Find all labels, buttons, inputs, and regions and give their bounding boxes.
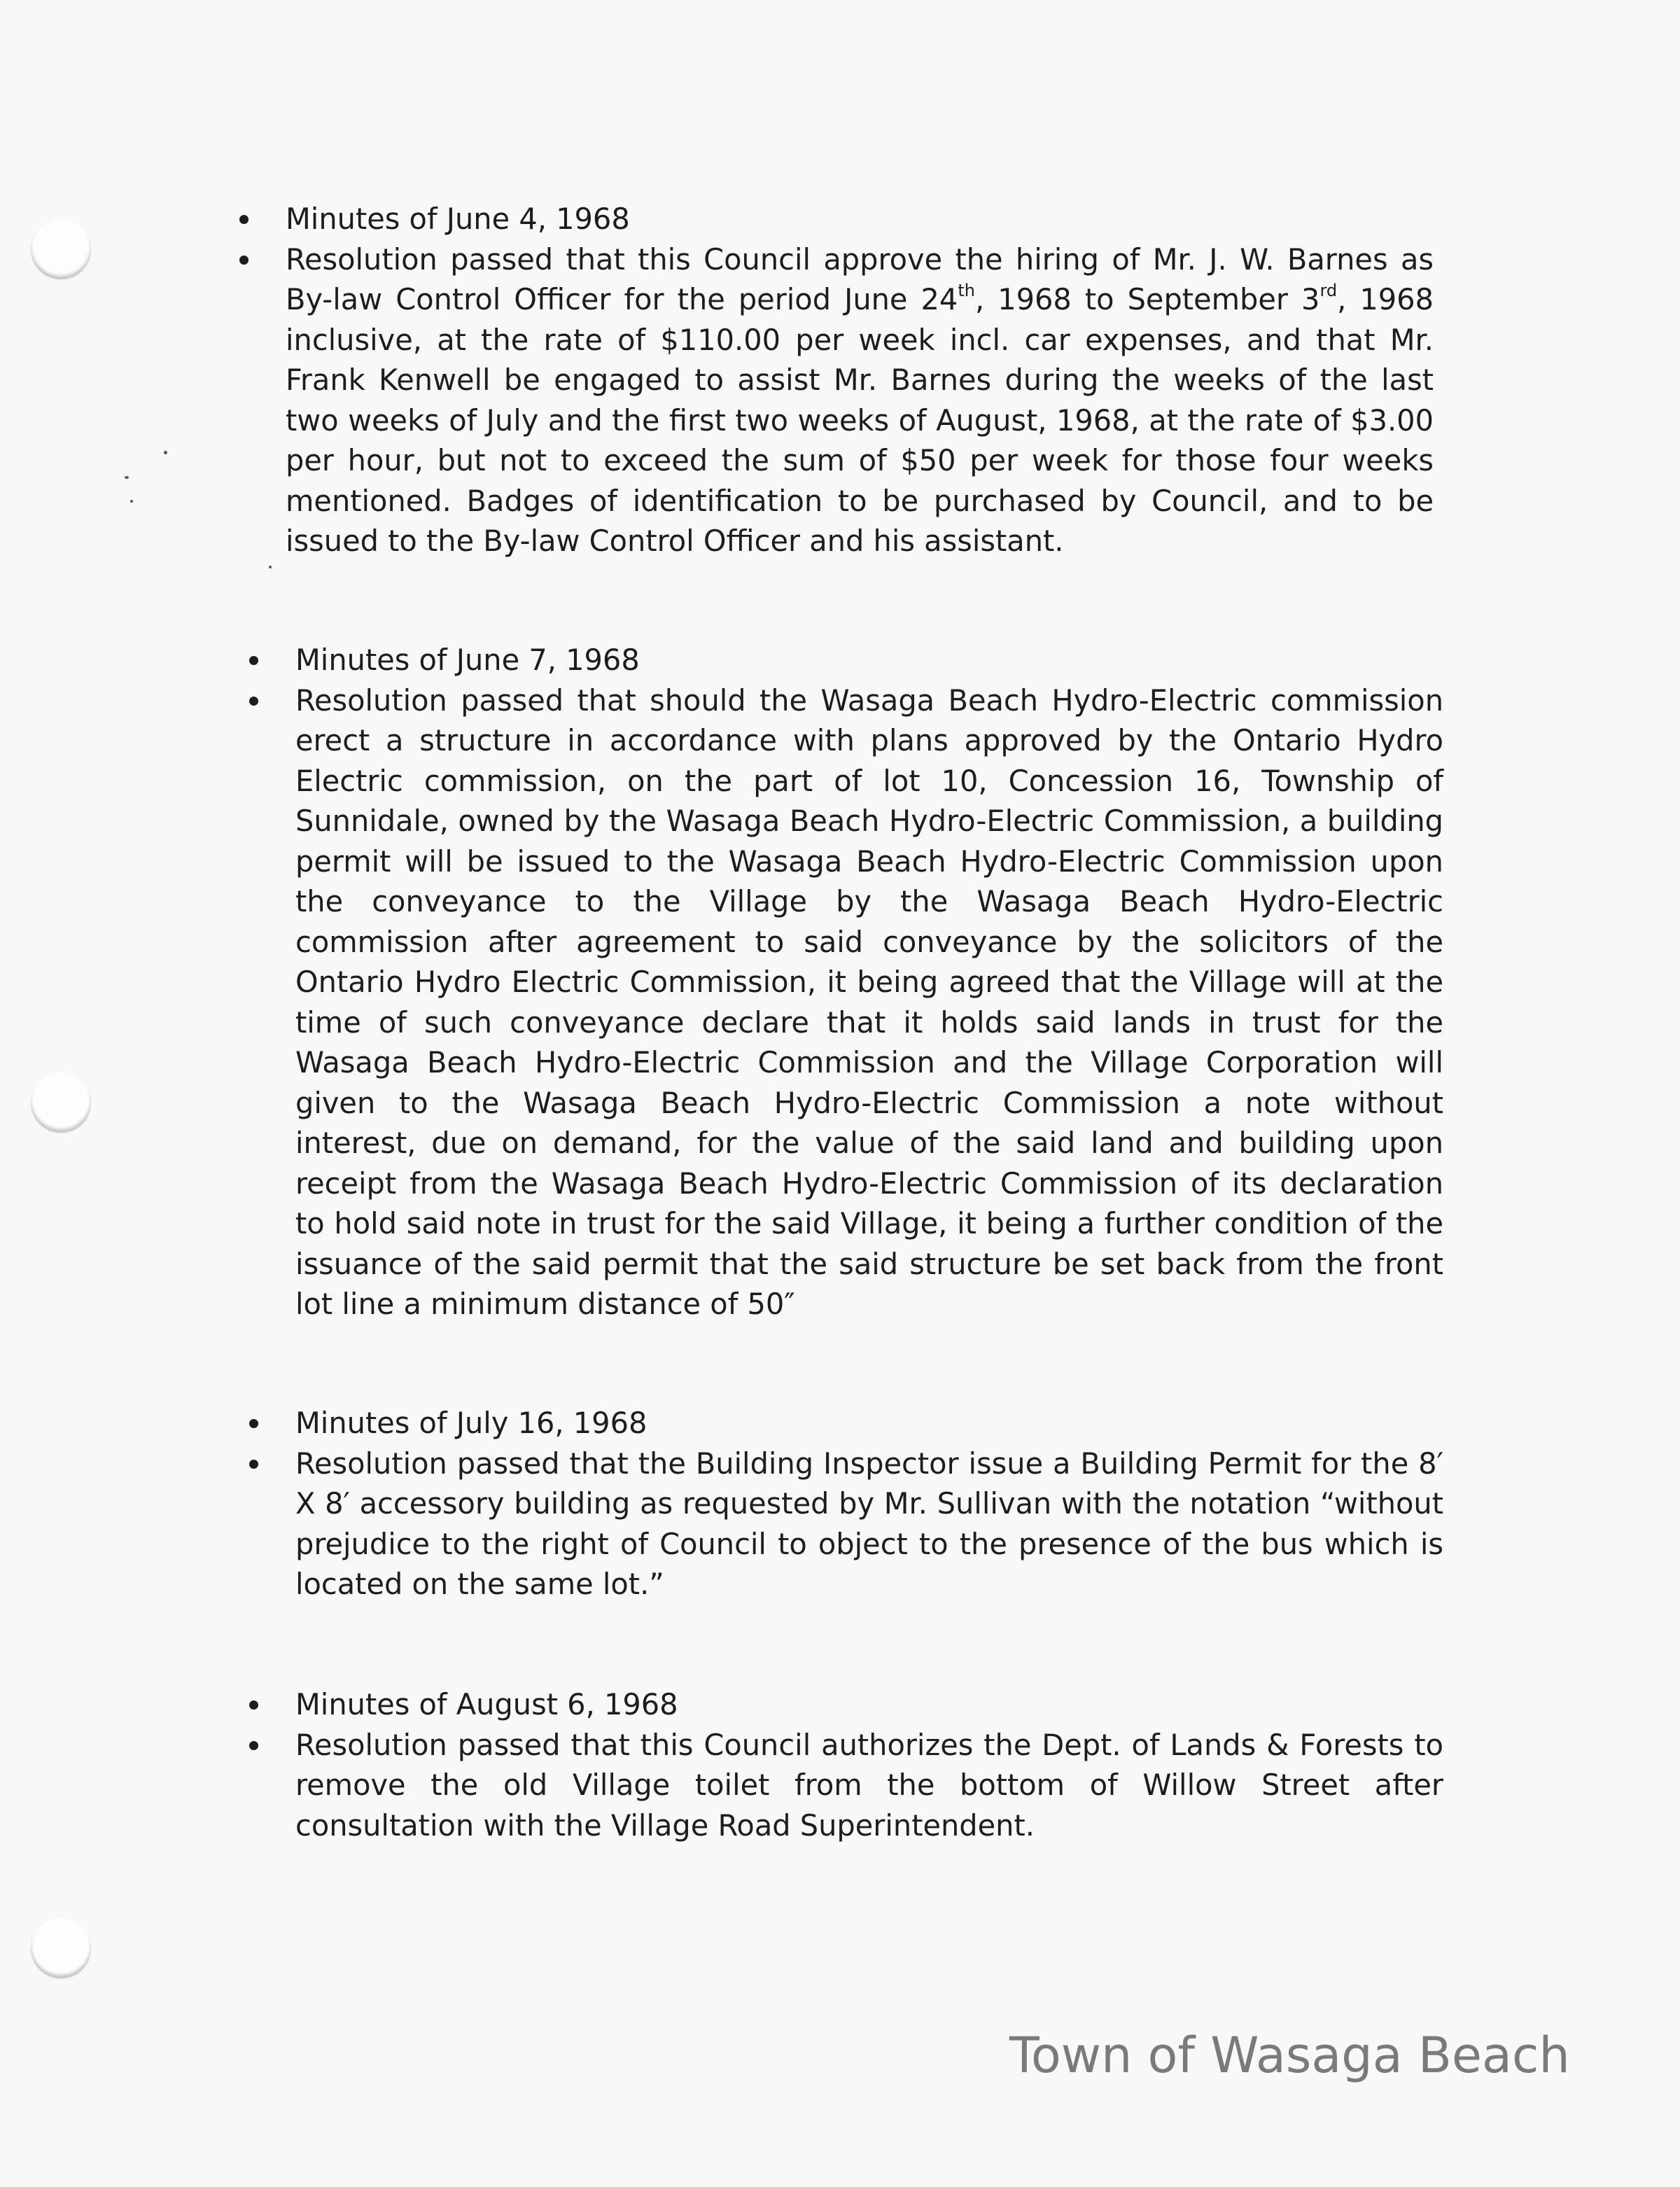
bullet-list — [286, 199, 1434, 561]
resolution-text: Resolution passed that the Building Inspector issue a Building Permit for the 8′ X 8′ accessory building as requested by Mr. Sullivan with the notation “without prejudice to the right of Council to object to the presence of the bus which is located on the same lot.” — [295, 1444, 1443, 1605]
scan-speck — [130, 500, 133, 503]
minutes-heading: Minutes of July 16, 1968 — [295, 1403, 1443, 1444]
binder-punch-hole — [31, 1918, 91, 1978]
resolution-text: Resolution passed that should the Wasaga Beach Hydro-Electric commission erect a structure in accordance with plans approved by the Ontario Hydro Electric commission, on the part of lot 10, Concession 16, Township of Sunnidale, owned by the Wasaga Beach Hydro-Electric Commission, a building permit will be issued to the Wasaga Beach Hydro-Electric Commission upon the conveyance to the Village by the Wasaga Beach Hydro-Electric commission after agreement to said conveyance by the solicitors of the Ontario Hydro Electric Commission, it being agreed that the Village will at the time of such conveyance declare that it holds said lands in trust for the Wasaga Beach Hydro-Electric Commission and the Village Corporation will given to the Wasaga Beach Hydro-Electric Commission a note without interest, due on demand, for the value of the said land and building upon receipt from the Wasaga Beach Hydro-Electric Commission of its declaration to hold said note in trust for the said Village, it being a further condition of the issuance of the said permit that the said structure be set back from the front lot line a minimum distance of 50″ — [295, 680, 1443, 1325]
resolution-text-part: Resolution passed that this Council approve the hiring of Mr. J. W. Barnes as By-law Control Officer for the period June 24 — [286, 242, 1434, 316]
minutes-section-june-7 — [295, 640, 1443, 1325]
scan-speck — [125, 476, 129, 479]
minutes-heading: Minutes of June 7, 1968 — [295, 640, 1443, 680]
resolution-text — [286, 239, 1434, 561]
binder-punch-hole — [31, 1072, 91, 1133]
scan-speck — [269, 566, 272, 568]
binder-punch-hole — [31, 219, 91, 279]
scan-speck — [164, 451, 167, 454]
minutes-section-july-16 — [295, 1403, 1443, 1605]
ordinal-suffix: th — [958, 281, 975, 300]
minutes-section-august-6 — [295, 1684, 1443, 1845]
watermark: Town of Wasaga Beach — [1009, 2027, 1570, 2084]
ordinal-suffix: rd — [1320, 281, 1338, 300]
bullet-list — [295, 1403, 1443, 1605]
resolution-text-part: , 1968 inclusive, at the rate of $110.00 per week incl. car expenses, and that Mr. Frank Kenwell be engaged to assist Mr. Barnes during the weeks of the last two weeks of July and the first two weeks of August, 1968, at the rate of $3.00 per hour, but not to exceed the sum of $50 per week for those four weeks mentioned. Badges of identification to be purchased by Council, and to be issued to the By-law Control Officer and his assistant. — [286, 282, 1434, 558]
resolution-text-part: , 1968 to September 3 — [974, 282, 1320, 316]
bullet-list — [295, 640, 1443, 1325]
minutes-heading: Minutes of August 6, 1968 — [295, 1684, 1443, 1725]
minutes-section-june-4 — [286, 199, 1434, 561]
bullet-list — [295, 1684, 1443, 1845]
resolution-text: Resolution passed that this Council authorizes the Dept. of Lands & Forests to remove the old Village toilet from the bottom of Willow Street after consultation with the Village Road Superintendent. — [295, 1725, 1443, 1846]
minutes-heading: Minutes of June 4, 1968 — [286, 199, 1434, 239]
